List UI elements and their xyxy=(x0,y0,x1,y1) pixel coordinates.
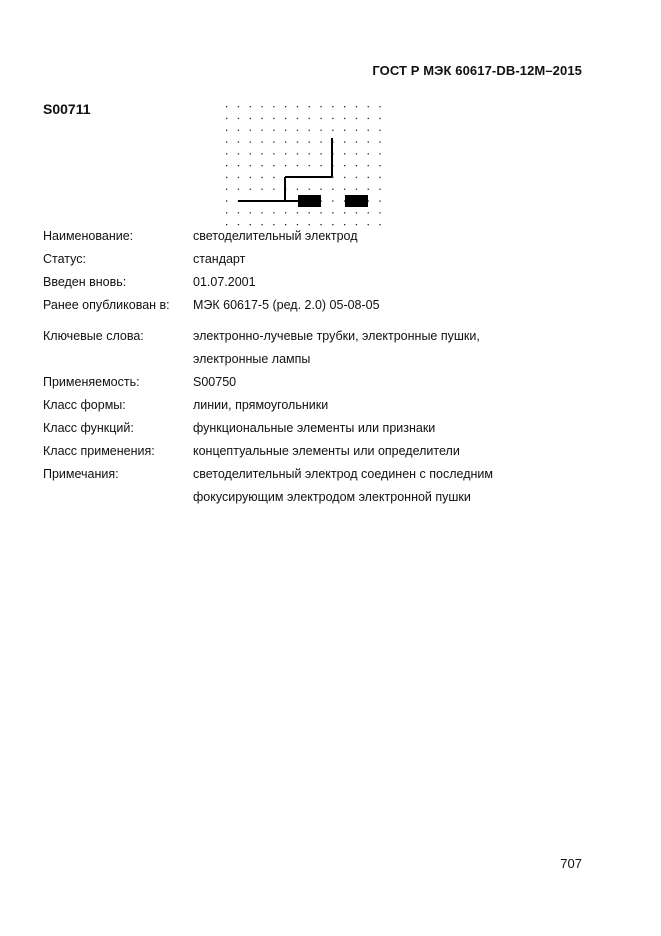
grid-dot xyxy=(332,118,333,119)
electrode-rect-left xyxy=(298,195,321,207)
grid-dot xyxy=(285,141,286,142)
grid-dot xyxy=(332,130,333,131)
grid-dot xyxy=(273,165,274,166)
grid-dot xyxy=(273,118,274,119)
property-value xyxy=(193,271,603,294)
page-number: 707 xyxy=(560,856,582,871)
grid-dot xyxy=(238,153,239,154)
grid-dot xyxy=(250,153,251,154)
symbol-figure xyxy=(218,98,388,226)
grid-dot xyxy=(273,177,274,178)
grid-dot xyxy=(238,106,239,107)
property-label: Класс функций: xyxy=(43,421,134,435)
property-row xyxy=(43,248,603,271)
grid-dot xyxy=(320,130,321,131)
grid-dot xyxy=(297,106,298,107)
grid-dot xyxy=(368,141,369,142)
grid-dot xyxy=(226,118,227,119)
grid-dot xyxy=(368,106,369,107)
grid-dot xyxy=(250,141,251,142)
grid-dot xyxy=(226,153,227,154)
property-value xyxy=(193,294,603,317)
property-value-line: S00750 xyxy=(193,375,237,389)
grid-dot xyxy=(250,165,251,166)
property-row xyxy=(43,417,603,440)
grid-dot xyxy=(379,118,380,119)
grid-dot xyxy=(309,153,310,154)
property-value-line: электронно-лучевые трубки, электронные пушки, xyxy=(193,329,480,343)
grid-dot xyxy=(368,189,369,190)
grid-dot xyxy=(297,189,298,190)
grid-dot xyxy=(309,130,310,131)
property-value-line: линии, прямоугольники xyxy=(193,398,329,412)
property-label: Ключевые слова: xyxy=(43,329,144,343)
grid-dot xyxy=(261,153,262,154)
property-value-line: функциональные элементы или признаки xyxy=(193,421,436,435)
grid-dot xyxy=(238,189,239,190)
properties-table xyxy=(43,225,603,509)
grid-dot xyxy=(250,212,251,213)
grid-dot xyxy=(368,153,369,154)
grid-dot xyxy=(368,177,369,178)
grid-dot xyxy=(226,212,227,213)
grid-dot xyxy=(261,141,262,142)
grid-dot xyxy=(297,130,298,131)
grid-dot xyxy=(309,118,310,119)
grid-dot xyxy=(238,141,239,142)
grid-dot xyxy=(250,130,251,131)
property-row xyxy=(43,371,603,394)
property-value xyxy=(193,325,603,371)
grid-dot xyxy=(332,106,333,107)
standard-code-header: ГОСТ Р МЭК 60617-DB-12M–2015 xyxy=(372,63,582,78)
property-value-line: светоделительный электрод xyxy=(193,229,358,243)
grid-dot xyxy=(379,106,380,107)
grid-dot xyxy=(285,130,286,131)
property-value xyxy=(193,440,603,463)
property-row xyxy=(43,225,603,248)
dot-grid xyxy=(226,106,381,225)
grid-dot xyxy=(356,106,357,107)
grid-dot xyxy=(297,118,298,119)
grid-dot xyxy=(344,212,345,213)
grid-dot xyxy=(344,130,345,131)
property-value-line: 01.07.2001 xyxy=(193,275,256,289)
grid-dot xyxy=(356,165,357,166)
property-value xyxy=(193,394,603,417)
grid-dot xyxy=(273,212,274,213)
grid-dot xyxy=(273,153,274,154)
property-value xyxy=(193,371,603,394)
grid-dot xyxy=(261,165,262,166)
grid-dot xyxy=(261,212,262,213)
grid-dot xyxy=(379,200,380,201)
property-label: Ранее опубликован в: xyxy=(43,298,170,312)
grid-dot xyxy=(309,106,310,107)
property-row xyxy=(43,271,603,294)
property-value-line: концептуальные элементы или определители xyxy=(193,444,460,458)
grid-dot xyxy=(309,189,310,190)
grid-dot xyxy=(356,141,357,142)
grid-dot xyxy=(368,118,369,119)
property-label: Класс применения: xyxy=(43,444,155,458)
grid-dot xyxy=(285,106,286,107)
property-value xyxy=(193,417,603,440)
grid-dot xyxy=(285,212,286,213)
grid-dot xyxy=(379,177,380,178)
grid-dot xyxy=(332,212,333,213)
grid-dot xyxy=(356,212,357,213)
property-value-line: светоделительный электрод соединен с последним xyxy=(193,467,493,481)
grid-dot xyxy=(226,200,227,201)
grid-dot xyxy=(285,118,286,119)
grid-dot xyxy=(226,165,227,166)
grid-dot xyxy=(379,141,380,142)
grid-dot xyxy=(238,130,239,131)
grid-dot xyxy=(344,189,345,190)
grid-dot xyxy=(297,212,298,213)
grid-dot xyxy=(297,165,298,166)
grid-dot xyxy=(320,106,321,107)
electrode-rect-right xyxy=(345,195,368,207)
grid-dot xyxy=(379,130,380,131)
grid-dot xyxy=(320,212,321,213)
property-label: Применяемость: xyxy=(43,375,140,389)
grid-dot xyxy=(226,130,227,131)
property-value-line: электронные лампы xyxy=(193,352,311,366)
grid-dot xyxy=(226,189,227,190)
grid-dot xyxy=(379,212,380,213)
grid-dot xyxy=(379,189,380,190)
grid-dot xyxy=(356,153,357,154)
grid-dot xyxy=(332,189,333,190)
grid-dot xyxy=(332,200,333,201)
grid-dot xyxy=(238,118,239,119)
property-row xyxy=(43,294,603,317)
grid-dot xyxy=(273,130,274,131)
grid-dot xyxy=(226,141,227,142)
property-value-line: фокусирующим электродом электронной пушки xyxy=(193,490,471,504)
grid-dot xyxy=(344,106,345,107)
grid-dot xyxy=(356,177,357,178)
grid-dot xyxy=(379,165,380,166)
grid-dot xyxy=(356,118,357,119)
property-row xyxy=(43,394,603,417)
property-label: Статус: xyxy=(43,252,86,266)
grid-dot xyxy=(261,106,262,107)
grid-dot xyxy=(344,153,345,154)
grid-dot xyxy=(250,106,251,107)
property-label: Наименование: xyxy=(43,229,134,243)
grid-dot xyxy=(309,141,310,142)
grid-dot xyxy=(356,189,357,190)
grid-dot xyxy=(250,177,251,178)
property-value xyxy=(193,248,603,271)
symbol-id: S00711 xyxy=(43,101,91,117)
property-value-line: МЭК 60617-5 (ред. 2.0) 05-08-05 xyxy=(193,298,380,312)
grid-dot xyxy=(379,153,380,154)
symbol-graphic xyxy=(238,138,368,207)
property-label: Примечания: xyxy=(43,467,119,481)
property-value-line: стандарт xyxy=(193,252,246,266)
grid-dot xyxy=(285,153,286,154)
grid-dot xyxy=(261,130,262,131)
grid-dot xyxy=(226,177,227,178)
grid-dot xyxy=(344,141,345,142)
property-row xyxy=(43,440,603,463)
grid-dot xyxy=(238,177,239,178)
grid-dot xyxy=(344,165,345,166)
property-value xyxy=(193,463,603,509)
grid-dot xyxy=(344,118,345,119)
property-row xyxy=(43,325,603,371)
grid-dot xyxy=(368,212,369,213)
grid-dot xyxy=(226,106,227,107)
grid-dot xyxy=(344,177,345,178)
grid-dot xyxy=(320,153,321,154)
grid-dot xyxy=(320,141,321,142)
grid-dot xyxy=(285,165,286,166)
grid-dot xyxy=(309,212,310,213)
grid-dot xyxy=(273,106,274,107)
grid-dot xyxy=(309,165,310,166)
grid-dot xyxy=(273,189,274,190)
property-value xyxy=(193,225,603,248)
grid-dot xyxy=(368,130,369,131)
grid-dot xyxy=(320,165,321,166)
property-row xyxy=(43,463,603,509)
grid-dot xyxy=(261,177,262,178)
grid-dot xyxy=(320,118,321,119)
grid-dot xyxy=(250,189,251,190)
grid-dot xyxy=(297,153,298,154)
grid-dot xyxy=(273,141,274,142)
grid-dot xyxy=(320,189,321,190)
grid-dot xyxy=(238,165,239,166)
grid-dot xyxy=(261,118,262,119)
grid-dot xyxy=(250,118,251,119)
grid-dot xyxy=(261,189,262,190)
grid-dot xyxy=(356,130,357,131)
grid-dot xyxy=(297,141,298,142)
grid-dot xyxy=(238,212,239,213)
property-label: Класс формы: xyxy=(43,398,126,412)
grid-dot xyxy=(368,165,369,166)
property-label: Введен вновь: xyxy=(43,275,127,289)
